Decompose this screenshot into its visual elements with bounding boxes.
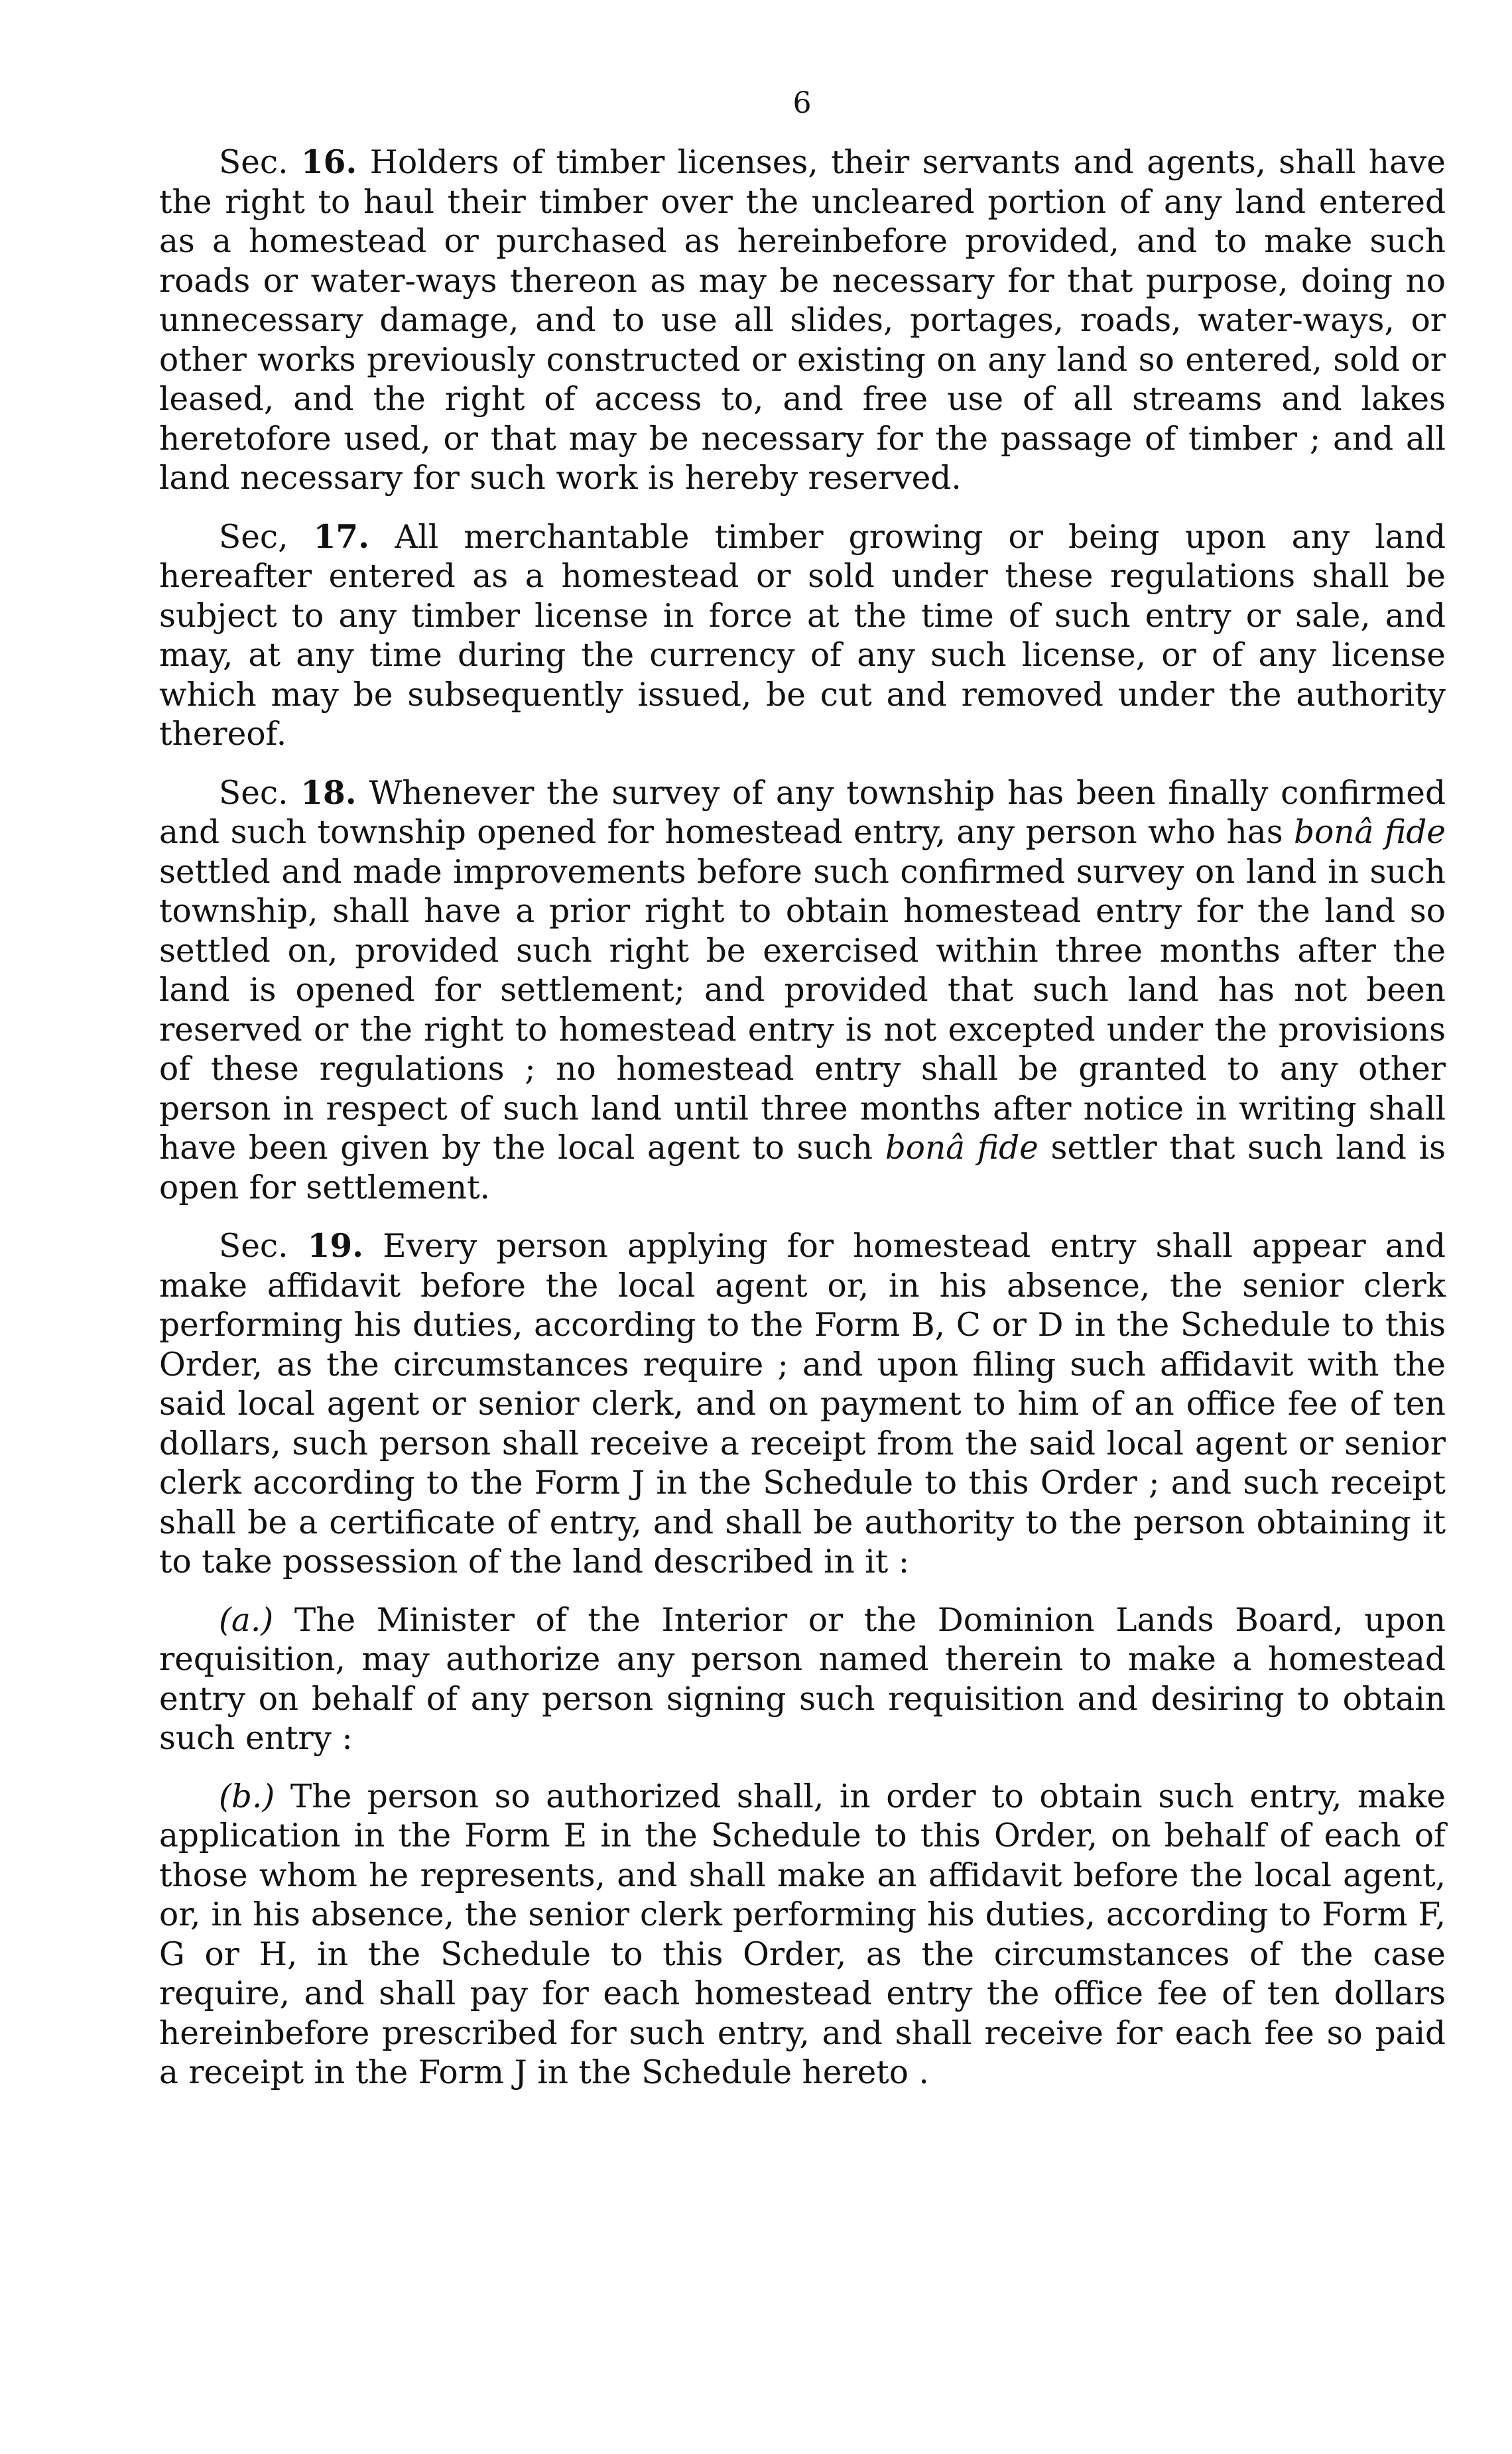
clause-text: The person so authorized shall, in order to obtain such entry, make application in the Form E in the Schedule to this Order, on behalf of each of those whom he represents, and shall make an affidavit before the local agent, or, in his absence, the senior clerk performing his duties, according to Form F, G or H, in the Schedule to this Order, as the circumstances of the case require, and shall pay for each homestead entry the office fee of ten dollars hereinbefore prescribed for such entry, and shall receive for each fee so paid a receipt in the Form J in the Schedule hereto .	[159, 1777, 1446, 2091]
section-number: 19.	[307, 1227, 364, 1265]
section-label: Sec,	[219, 518, 314, 556]
section-16	[159, 143, 1446, 499]
section-18	[159, 773, 1446, 1208]
section-label: Sec.	[219, 144, 301, 181]
italic-term: bonâ fide	[1294, 814, 1446, 851]
section-19	[159, 1226, 1446, 1582]
clause-b	[159, 1777, 1446, 2093]
section-number: 18.	[300, 773, 357, 812]
section-text: All merchantable timber growing or being upon any land hereafter entered as a homestead or sold under these regulations shall be subject to any timber license in force at the time of such entry or sale, and may, at any time during the currency of any such license, or of any license which may be subsequently issued, be cut and removed under the authority thereof.	[159, 518, 1446, 753]
section-17	[159, 517, 1446, 755]
italic-term: bonâ fide	[885, 1130, 1039, 1167]
section-text: settled and made improvements before such confirmed survey on land in such township, shall have a prior right to obtain homestead entry for the land so settled on, provided such right be exercised within three months after the land is opened for settlement; and provided that such land has not been reserved or the right to homestead entry is not excepted under the provisions of these regulations ; no homestead entry shall be granted to any other person in respect of such land until three months after notice in writing shall have been given by the local agent to such	[159, 853, 1446, 1167]
section-label: Sec.	[219, 1228, 308, 1265]
clause-a	[159, 1601, 1446, 1759]
clause-text: The Minister of the Interior or the Dominion Lands Board, upon requisition, may authorize any person named therein to make a homestead entry on behalf of any person signing such requisition and desiring to obtain such entry :	[159, 1601, 1446, 1757]
section-text: Holders of timber licenses, their servants and agents, shall have the right to haul their timber over the uncleared portion of any land entered as a homestead or purchased as hereinbefore provided, and to make such roads or water-ways thereon as may be necessary for that purpose, doing no unnecessary damage, and to use all slides, portages, roads, water-ways, or other works previously constructed or existing on any land so entered, sold or leased, and the right of access to, and free use of all streams and lakes heretofore used, or that may be necessary for the passage of timber ; and all land necessary for such work is hereby reserved.	[159, 144, 1446, 497]
section-text: settler that such land is open for settlement.	[159, 1130, 1446, 1206]
section-number: 16.	[300, 143, 357, 181]
section-label: Sec.	[219, 774, 301, 812]
clause-label: (a.)	[219, 1601, 274, 1639]
section-text: Every person applying for homestead entry shall appear and make affidavit before the local agent or, in his absence, the senior clerk performing his duties, according to the Form B, C or D in the Schedule to this Order, as the circumstances require ; and upon filing such affidavit with the said local agent or senior clerk, and on payment to him of an office fee of ten dollars, such person shall receive a receipt from the said local agent or senior clerk according to the Form J in the Schedule to this Order ; and such receipt shall be a certificate of entry, and shall be authority to the person obtaining it to take possession of the land described in it :	[159, 1228, 1446, 1581]
section-text: Whenever the survey of any township has been finally confirmed and such township opened for homestead entry, any person who has	[159, 774, 1446, 851]
document-page	[159, 86, 1446, 2112]
clause-label: (b.)	[219, 1777, 275, 1815]
page-number: 6	[792, 86, 812, 120]
section-number: 17.	[313, 517, 370, 556]
